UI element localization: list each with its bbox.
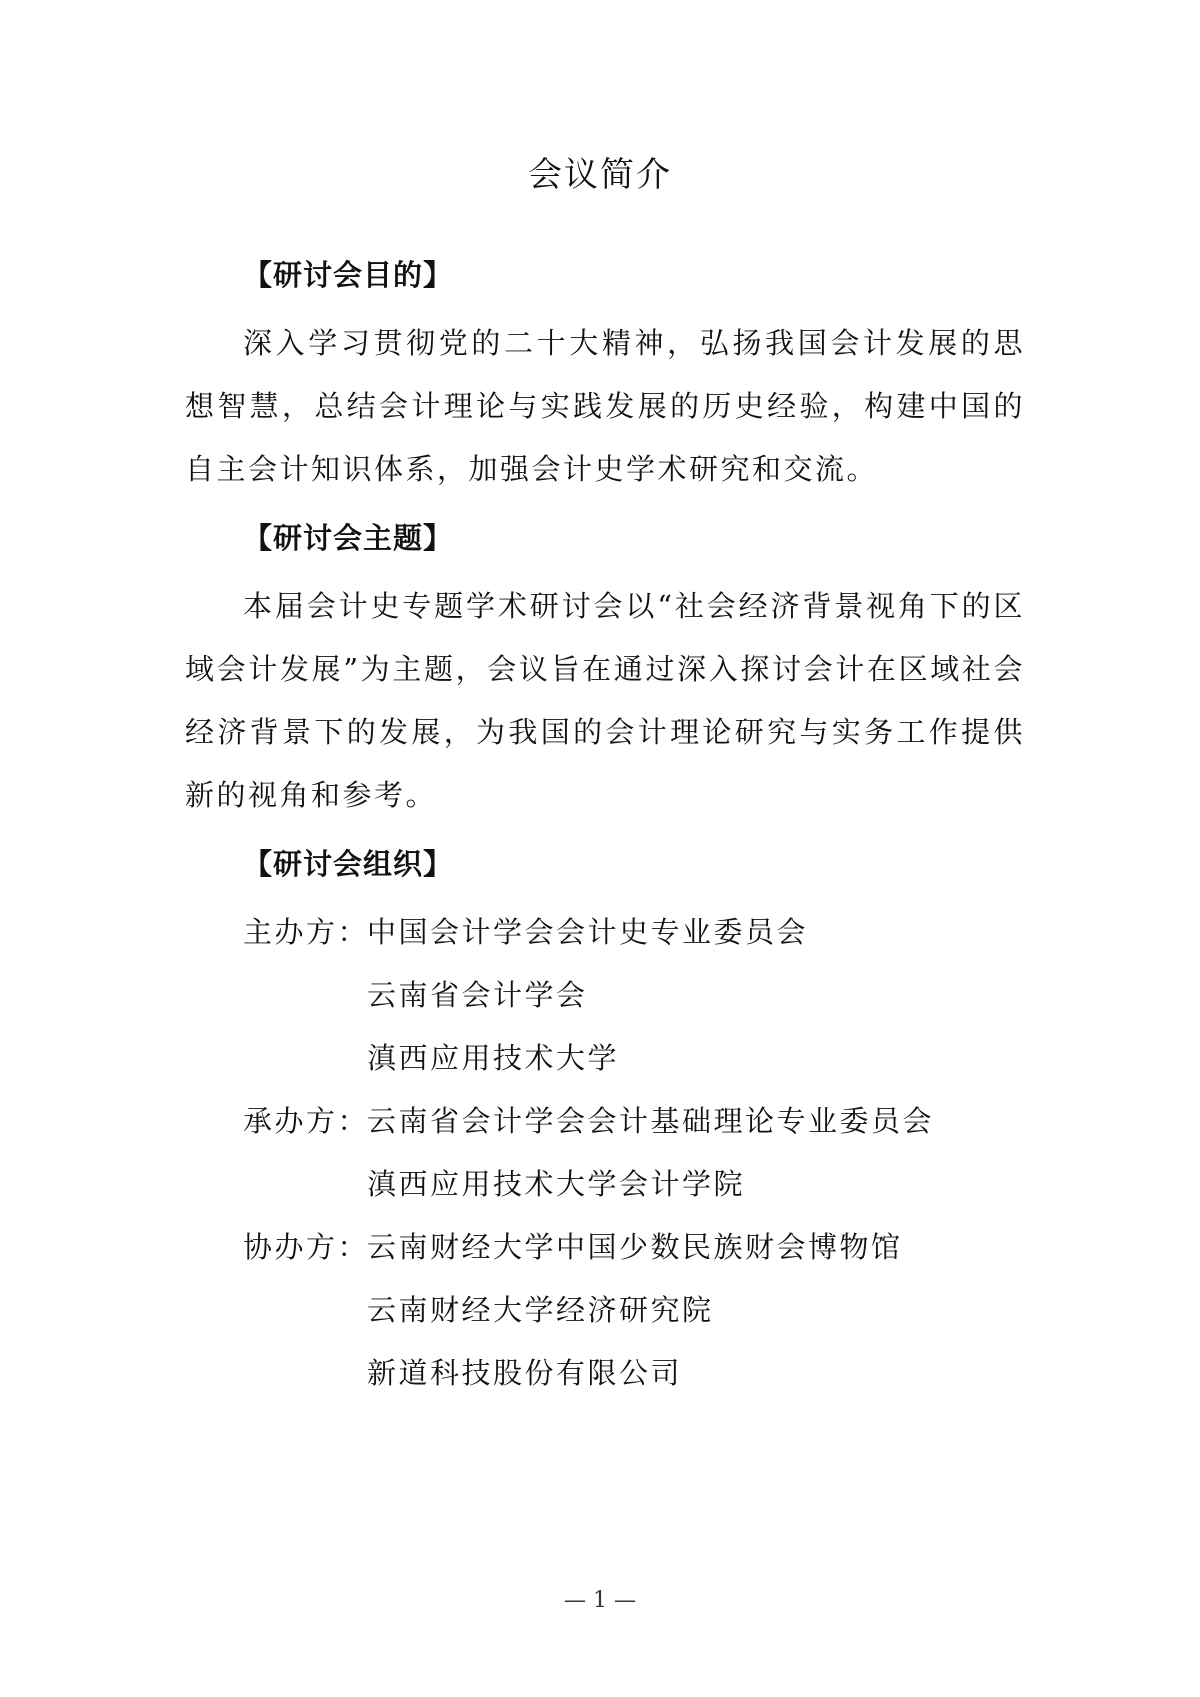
- organizer-name: 云南省会计学会会计基础理论专业委员会: [367, 1104, 935, 1138]
- coorganizer-name: 云南财经大学中国少数民族财会博物馆: [367, 1230, 903, 1264]
- document-body: [185, 248, 1025, 1405]
- coorganizer-name: 新道科技股份有限公司: [367, 1356, 683, 1390]
- coorganizer-names: [367, 1216, 903, 1405]
- host-role-label: 主办方：: [243, 915, 370, 949]
- section-heading-organization: 【研讨会组织】: [243, 847, 454, 881]
- host-names: [367, 901, 808, 1090]
- host-row: [243, 901, 1025, 1090]
- theme-paragraph: 本届会计史专题学术研讨会以“社会经济背景视角下的区域会计发展”为主题，会议旨在通过深入探讨会计在区域社会经济背景下的发展，为我国的会计理论研究与实务工作提供新的视角和参考。: [185, 589, 1025, 812]
- page-title: 会议简介: [528, 155, 672, 195]
- host-name: 中国会计学会会计史专业委员会: [367, 915, 809, 949]
- section-heading-purpose: 【研讨会目的】: [243, 258, 454, 292]
- organizer-names: [367, 1090, 934, 1216]
- coorganizer-role-label: 协办方：: [243, 1230, 370, 1264]
- coorganizer-name: 云南财经大学经济研究院: [367, 1293, 714, 1327]
- organizer-name: 滇西应用技术大学会计学院: [367, 1167, 746, 1201]
- host-name: 滇西应用技术大学: [367, 1041, 620, 1075]
- coorganizer-row: [243, 1216, 1025, 1405]
- purpose-paragraph: 深入学习贯彻党的二十大精神，弘扬我国会计发展的思想智慧，总结会计理论与实践发展的历史经验，构建中国的自主会计知识体系，加强会计史学术研究和交流。: [185, 326, 1025, 486]
- organizer-role-label: 承办方：: [243, 1104, 370, 1138]
- host-name: 云南省会计学会: [367, 978, 588, 1012]
- section-heading-theme: 【研讨会主题】: [243, 521, 454, 555]
- page-number: — 1 —: [564, 1588, 636, 1613]
- organizer-row: [243, 1090, 1025, 1216]
- organization-list: [185, 901, 1025, 1405]
